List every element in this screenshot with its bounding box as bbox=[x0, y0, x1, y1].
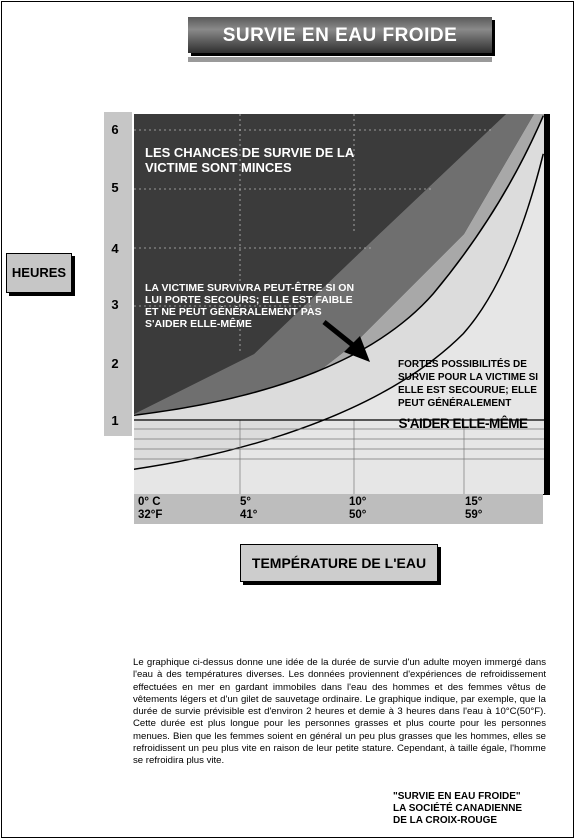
x-axis-label: TEMPÉRATURE DE L'EAU bbox=[251, 555, 427, 571]
x-tick-0-celsius: 0° C bbox=[138, 496, 161, 508]
title-underline bbox=[188, 57, 492, 62]
x-tick-5-celsius: 5° bbox=[240, 496, 251, 508]
credit-title: "SURVIE EN EAU FROIDE" bbox=[393, 791, 521, 802]
credit-org-line1: LA SOCIÉTÉ CANADIENNE bbox=[393, 803, 523, 814]
y-tick-3: 3 bbox=[111, 297, 119, 312]
x-tick-15-celsius: 15° bbox=[465, 496, 483, 508]
title-box bbox=[188, 17, 492, 53]
y-axis-label: HEURES bbox=[11, 265, 67, 280]
y-tick-1: 1 bbox=[111, 413, 119, 428]
zone-minces-label: LES CHANCES DE SURVIE DE LA VICTIME SONT MINCES bbox=[145, 145, 354, 175]
x-tick-10 bbox=[349, 496, 389, 522]
zone-fortes-emphasis: S'AIDER ELLE-MÊME bbox=[398, 416, 528, 431]
description-paragraph: Le graphique ci-dessus donne une idée de la durée de survie d'un adulte moyen immergé dans l'eau à des températures diverses. Les données proviennent d'expériences de refroidissement effectuées en mer en gardant immobiles dans l'eau des hommes et des femmes vêtus de vêtements légers et d'un gilet de sauvetage ordinaire. Le graphique indique, par exemple, que la durée de survie prévisible est d'environ 2 heures et demie à 3 heures dans l'eau à 10°C(50°F). Cette durée est plus longue pour les personnes grasses et plus courte pour les personnes menues. Bien que les femmes soient en général un peu plus grasses que les hommes, elles se refroidissent un peu plus vite en raison de leur petite stature. Cependant, à taille égale, l'homme se refroidira plus vite. bbox=[133, 657, 546, 767]
y-tick-5: 5 bbox=[111, 180, 119, 195]
x-axis-label-box bbox=[240, 544, 438, 582]
y-axis-bar bbox=[104, 112, 132, 436]
x-tick-15-fahrenheit: 59° bbox=[465, 509, 483, 521]
y-tick-2: 2 bbox=[111, 356, 119, 371]
source-credit bbox=[393, 791, 543, 827]
x-tick-0 bbox=[138, 496, 178, 522]
y-axis-label-box bbox=[6, 253, 72, 293]
x-tick-5-fahrenheit: 41° bbox=[240, 509, 258, 521]
credit-org-line2: DE LA CROIX-ROUGE bbox=[393, 815, 498, 826]
y-tick-6: 6 bbox=[111, 122, 119, 137]
chart-right-shadow bbox=[544, 114, 550, 495]
x-tick-10-fahrenheit: 50° bbox=[349, 509, 367, 521]
zone-secours-label: LA VICTIME SURVIVRA PEUT-ÊTRE SI ON LUI PORTE SECOURS; ELLE EST FAIBLE ET NE PEUT GÉNÉRALEMENT PAS S'AIDER ELLE-MÊME bbox=[145, 282, 355, 330]
title-banner bbox=[188, 17, 492, 61]
zone-fortes-label: FORTES POSSIBILITÉS DE SURVIE POUR LA VICTIME SI ELLE EST SECOURUE; ELLE PEUT GÉNÉRALEMENT bbox=[398, 359, 539, 409]
page-title: SURVIE EN EAU FROIDE bbox=[222, 25, 458, 46]
x-tick-5 bbox=[240, 496, 280, 522]
x-tick-15 bbox=[465, 496, 505, 522]
x-tick-0-fahrenheit: 32°F bbox=[138, 509, 163, 521]
x-tick-10-celsius: 10° bbox=[349, 496, 367, 508]
y-tick-4: 4 bbox=[111, 241, 119, 256]
